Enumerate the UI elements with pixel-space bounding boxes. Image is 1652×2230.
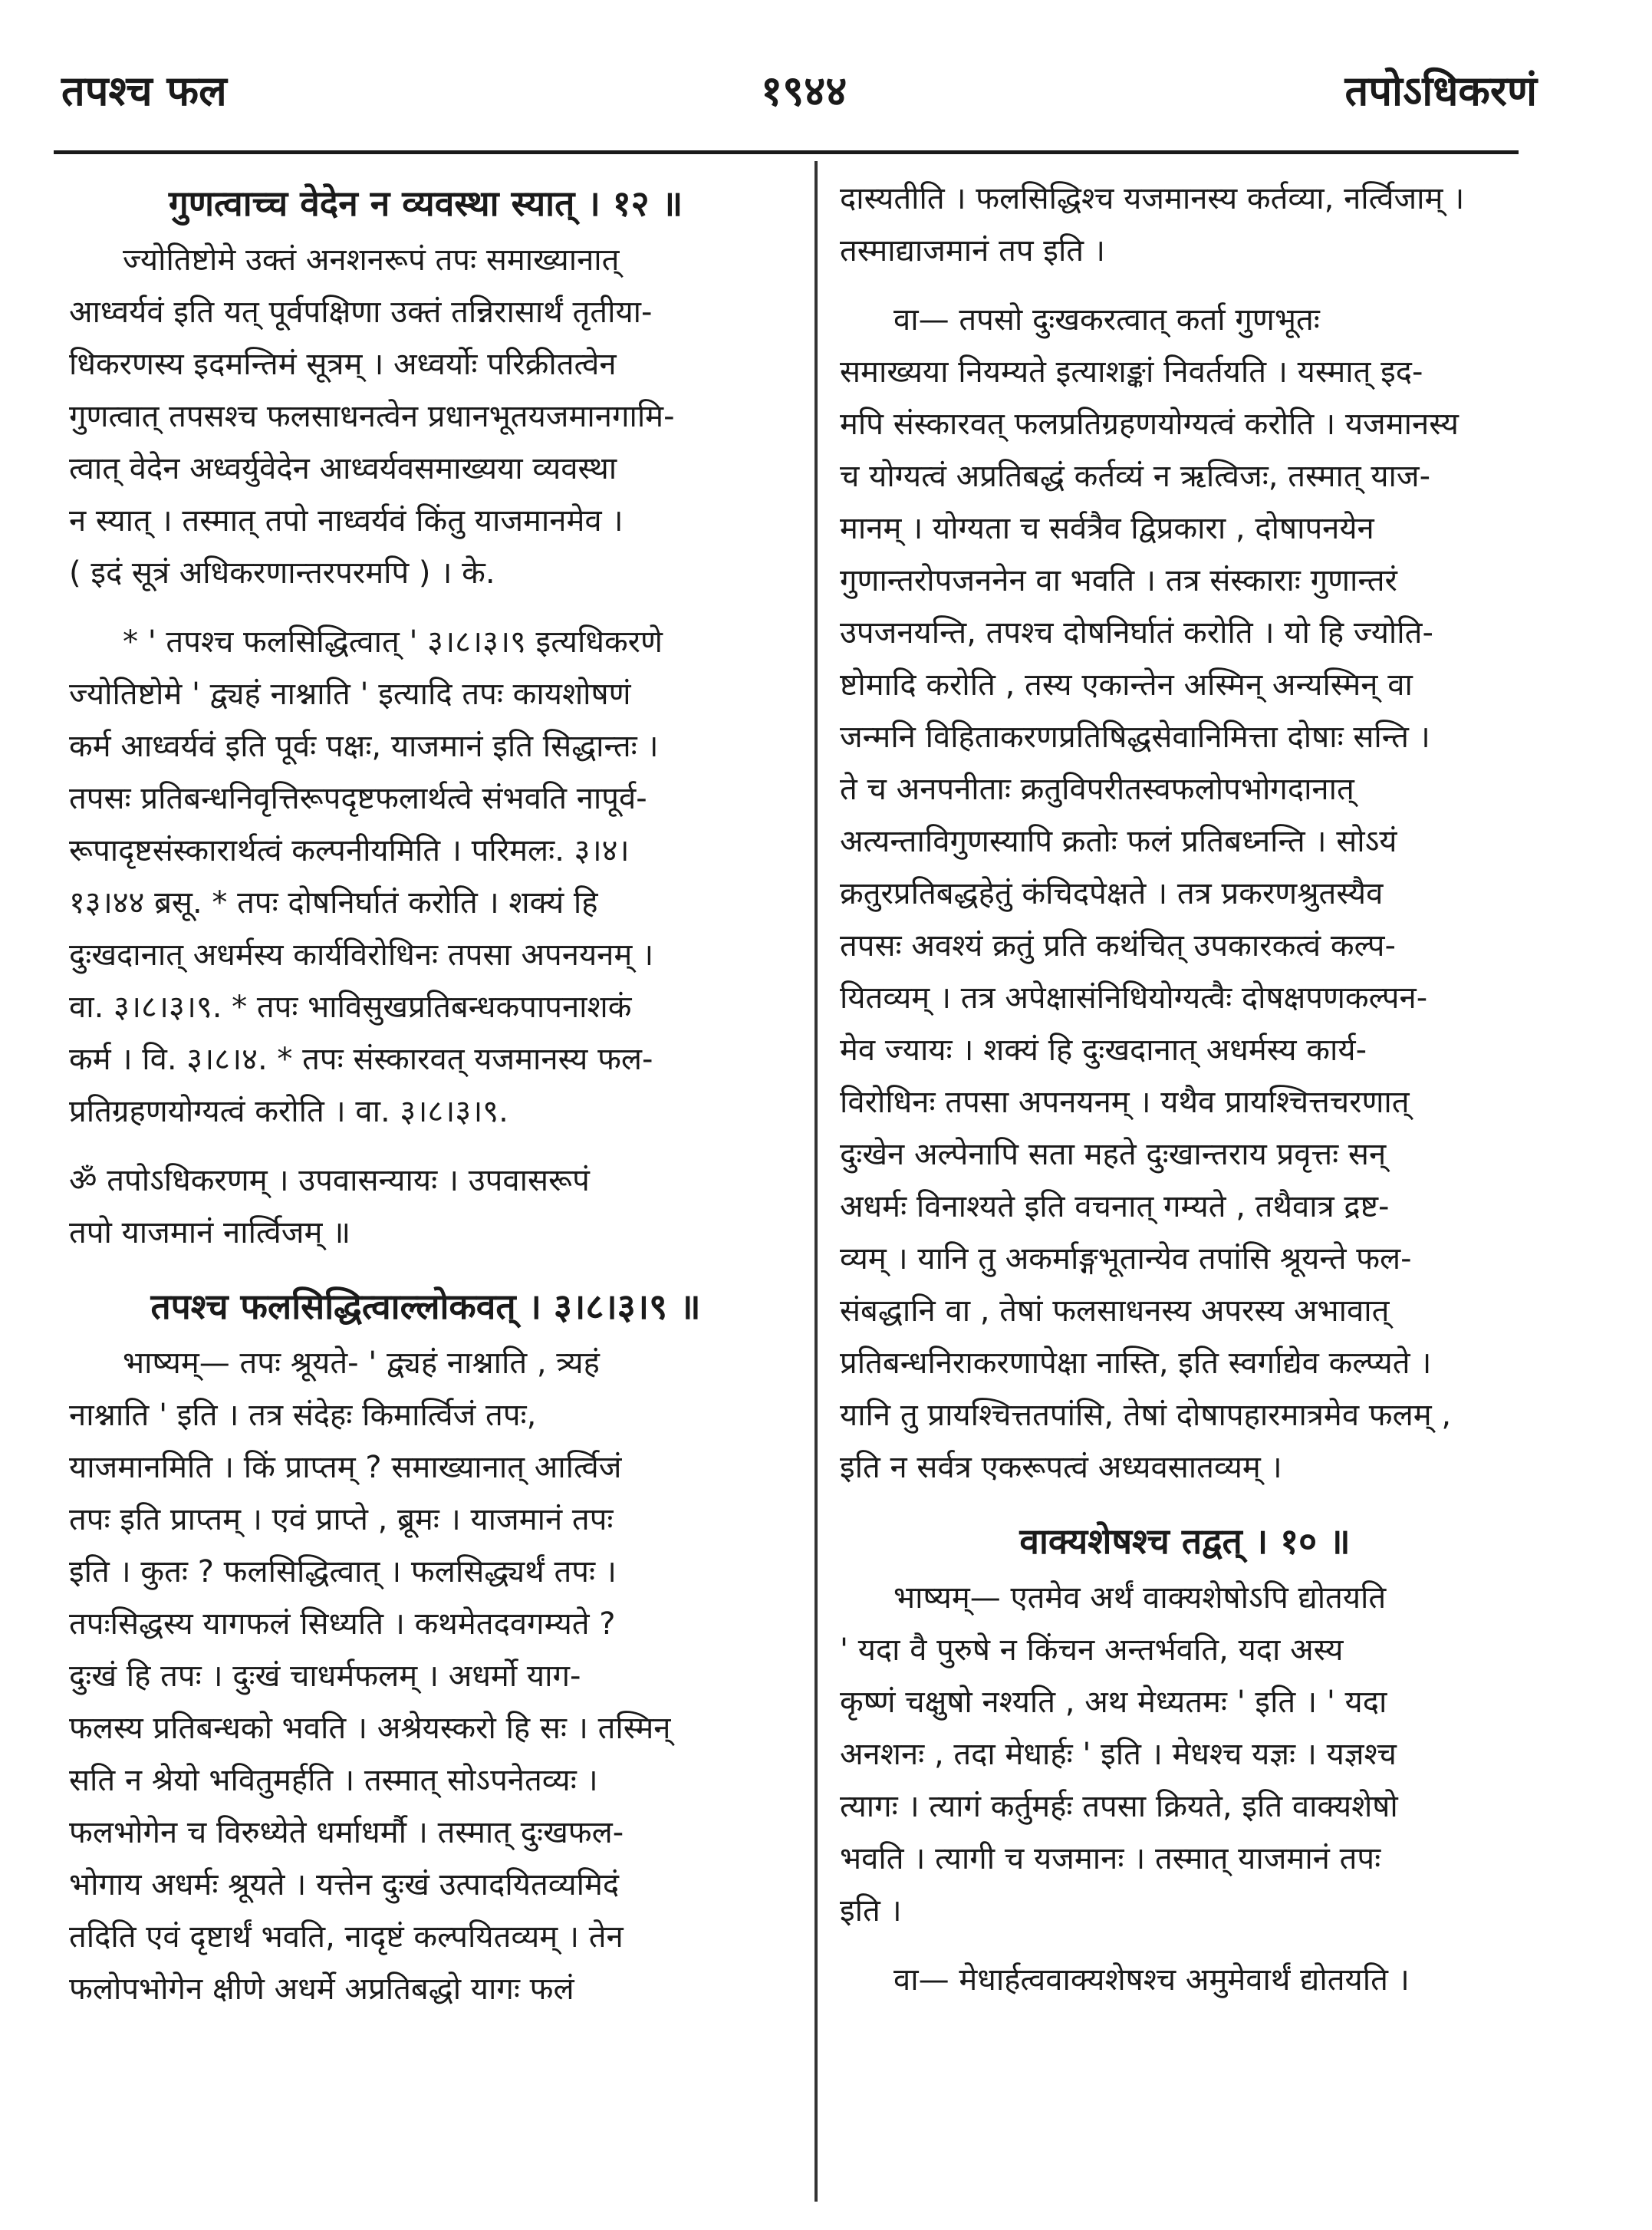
text-line: दुःखं हि तपः । दुःखं चाधर्मफलम् । अधर्मो याग- [69,1659,581,1694]
text-line: फलभोगेन च विरुध्येते धर्माधर्मौ । तस्मात् दुःखफल- [69,1815,624,1850]
paragraph-gap [840,1494,1530,1510]
text-line: त्वात् वेदेन अध्वर्युवेदेन आध्वर्यवसमाख्यया व्यवस्था [69,451,617,486]
running-head-left: तपश्च फल [61,67,227,115]
text-line: धिकरणस्य इदमन्तिमं सूत्रम् । अध्वर्योः परिक्रीतत्वेन [69,347,617,382]
text-line: फलोपभोगेन क्षीणे अधर्मे अप्रतिबद्धो यागः फलं [69,1971,574,2007]
text-line: क्रतुरप्रतिबद्धहेतुं कंचिदपेक्षते । तत्र प्रकरणश्रुतस्यैव [840,876,1384,911]
text-line: अत्यन्ताविगुणस्यापि क्रतोः फलं प्रतिबध्नन्ति । सोऽयं [840,824,1397,859]
text-line: सति न श्रेयो भवितुमर्हति । तस्मात् सोऽपनेतव्यः । [69,1763,598,1798]
text-line: च योग्यत्वं अप्रतिबद्धं कर्तव्यं न ऋत्विजः, तस्मात् याज- [840,459,1431,494]
text-line: तपसः अवश्यं क्रतुं प्रति कथंचित् उपकारकत्वं कल्प- [840,928,1396,963]
paragraph-gap [69,1259,782,1276]
text-line: तदिति एवं दृष्टार्थं भवति, नादृष्टं कल्पयितव्यम् । तेन [69,1919,624,1955]
text-line: मपि संस्कारवत् फलप्रतिग्रहणयोग्यत्वं करोति । यजमानस्य [840,407,1459,442]
text-line: कर्म आध्वर्यवं इति पूर्वः पक्षः, याजमानं इति सिद्धान्तः । [69,729,659,764]
paragraph-gap [840,277,1530,294]
text-line: समाख्यया नियम्यते इत्याशङ्कां निवर्तयति । यस्मात् इद- [840,354,1423,390]
text-line: आध्वर्यवं इति यत् पूर्वपक्षिणा उक्तं तन्निरासार्थं तृतीया- [69,295,653,330]
text-line: ' यदा वै पुरुषे न किंचन अन्तर्भवति, यदा अस्य [840,1632,1344,1668]
text-line: तपःसिद्धस्य यागफलं सिध्यति । कथमेतदवगम्यते ? [69,1606,616,1642]
sutra-heading: तपश्च फलसिद्धित्वाल्लोकवत् । ३।८।३।९ ॥ [150,1286,701,1327]
text-line: त्यागः । त्यागं कर्तुमर्हः तपसा क्रियते, इति वाक्यशेषो [840,1789,1398,1824]
header-rule [54,150,1519,154]
text-line: यितव्यम् । तत्र अपेक्षासंनिधियोग्यत्वैः दोषक्षपणकल्पन- [840,980,1428,1016]
text-line: ते च अनपनीताः क्रतुविपरीतस्वफलोपभोगदानात् [840,772,1354,807]
text-line: प्रतिबन्धनिराकरणापेक्षा नास्ति, इति स्वर्गाद्येव कल्प्यते । [840,1346,1432,1381]
text-line: गुणान्तरोपजननेन वा भवति । तत्र संस्काराः गुणान्तरं [840,563,1397,598]
text-line: व्यम् । यानि तु अकर्माङ्गभूतान्येव तपांसि श्रूयन्ते फल- [840,1241,1412,1276]
text-line: प्रतिग्रहणयोग्यत्वं करोति । वा. ३।८।३।९. [69,1094,508,1129]
sutra-heading: गुणत्वाच्च वेदेन न व्यवस्था स्यात् । १२ ॥ [168,183,683,224]
text-line: तस्माद्याजमानं तप इति । [840,233,1105,268]
paragraph-gap [69,1138,782,1155]
text-line: कृष्णं चक्षुषो नश्यति , अथ मेध्यतमः ' इति । ' यदा [840,1685,1387,1720]
text-line: वा— मेधार्हत्ववाक्यशेषश्च अमुमेवार्थं द्योतयति । [893,1962,1410,1998]
text-line: भवति । त्यागी च यजमानः । तस्मात् याजमानं तपः [840,1841,1381,1876]
text-line: ष्टोमादि करोति , तस्य एकान्तेन अस्मिन् अन्यस्मिन् वा [840,667,1413,703]
text-line: तपः इति प्राप्तम् । एवं प्राप्ते , ब्रूमः । याजमानं तपः [69,1502,614,1537]
text-line: वा. ३।८।३।९. * तपः भाविसुखप्रतिबन्धकपापनाशकं [69,990,632,1025]
paragraph-gap [69,599,782,616]
text-line: गुणत्वात् तपसश्च फलसाधनत्वेन प्रधानभूतयजमानगामि- [69,399,675,434]
text-line: अधर्मः विनाश्यते इति वचनात् गम्यते , तथैवात्र द्रष्ट- [840,1189,1390,1224]
text-line: न स्यात् । तस्मात् तपो नाध्वर्यवं किंतु याजमानमेव । [69,503,624,539]
text-line: ॐ तपोऽधिकरणम् । उपवासन्यायः । उपवासरूपं [69,1163,590,1198]
page-header [0,0,1652,161]
text-line: इति न सर्वत्र एकरूपत्वं अध्यवसातव्यम् । [840,1450,1282,1485]
text-line: रूपादृष्टसंस्कारार्थत्वं कल्पनीयमिति । परिमलः. ३।४। [69,833,630,868]
text-line: इति । कुतः ? फलसिद्धित्वात् । फलसिद्ध्यर्थं तपः । [69,1554,617,1589]
paragraph-gap [840,1937,1530,1954]
text-line: जन्मनि विहिताकरणप्रतिषिद्धसेवानिमित्ता दोषाः सन्ति । [840,720,1430,755]
text-line: नाश्नाति ' इति । तत्र संदेहः किमार्त्विजं तपः, [69,1398,537,1433]
text-line: अनशनः , तदा मेधार्हः ' इति । मेधश्च यज्ञः । यज्ञश्च [840,1737,1397,1772]
text-line: कर्म । वि. ३।८।४. * तपः संस्कारवत् यजमानस्य फल- [69,1042,653,1077]
text-line: उपजनयन्ति, तपश्च दोषनिर्घातं करोति । यो हि ज्योति- [840,615,1433,651]
text-line: याजमानमिति । किं प्राप्तम् ? समाख्यानात् आर्त्विजं [69,1450,622,1485]
text-line: ज्योतिष्टोमे ' द्व्यहं नाश्नाति ' इत्यादि तपः कायशोषणं [69,677,631,712]
text-line: भोगाय अधर्मः श्रूयते । यत्तेन दुःखं उत्पादयितव्यमिदं [69,1867,620,1902]
text-line: फलस्य प्रतिबन्धको भवति । अश्रेयस्करो हि सः । तस्मिन् [69,1711,671,1746]
text-line: मेव ज्यायः । शक्यं हि दुःखदानात् अधर्मस्य कार्य- [840,1033,1367,1068]
text-line: दुःखदानात् अधर्मस्य कार्यविरोधिनः तपसा अपनयनम् । [69,937,654,973]
text-line: तपो याजमानं नार्त्विजम् ॥ [69,1215,351,1250]
page-number: १९४४ [761,67,847,115]
text-line: * ' तपश्च फलसिद्धित्वात् ' ३।८।३।९ इत्यधिकरणे [123,624,663,660]
text-line: दास्यतीति । फलसिद्धिश्च यजमानस्य कर्तव्या, नर्त्विजाम् । [840,181,1465,216]
text-line: ( इदं सूत्रं अधिकरणान्तरपरमपि ) । के. [69,555,495,591]
text-line: विरोधिनः तपसा अपनयनम् । यथैव प्रायश्चित्तचरणात् [840,1085,1410,1120]
text-line: दुःखेन अल्पेनापि सता महते दुःखान्तराय प्रवृत्तः सन् [840,1137,1387,1172]
text-line: मानम् । योग्यता च सर्वत्रैव द्विप्रकारा , दोषापनयेन [840,511,1374,546]
text-line: १३।४४ ब्रसू. * तपः दोषनिर्घातं करोति । शक्यं हि [69,885,598,921]
sutra-heading: वाक्यशेषश्च तद्वत् । १० ॥ [1019,1520,1351,1562]
text-line: यानि तु प्रायश्चित्ततपांसि, तेषां दोषापहारमात्रमेव फलम् , [840,1398,1452,1433]
text-line: इति । [840,1893,902,1929]
text-line: भाष्यम्— एतमेव अर्थं वाक्यशेषोऽपि द्योतयति [893,1580,1387,1616]
column-divider [814,161,818,2202]
text-line: तपसः प्रतिबन्धनिवृत्तिरूपदृष्टफलार्थत्वे संभवति नापूर्व- [69,781,647,816]
text-line: भाष्यम्— तपः श्रूयते- ' द्व्यहं नाश्नाति , त्र्यहं [123,1346,600,1381]
text-line: ज्योतिष्टोमे उक्तं अनशनरूपं तपः समाख्यानात् [123,242,620,278]
left-column [69,173,782,2015]
text-line: संबद्धानि वा , तेषां फलसाधनस्य अपरस्य अभावात् [840,1293,1390,1329]
text-line: वा— तपसो दुःखकरत्वात् कर्ता गुणभूतः [893,302,1320,338]
right-column [840,173,1530,2006]
running-head-right: तपोऽधिकरणं [1344,67,1537,115]
